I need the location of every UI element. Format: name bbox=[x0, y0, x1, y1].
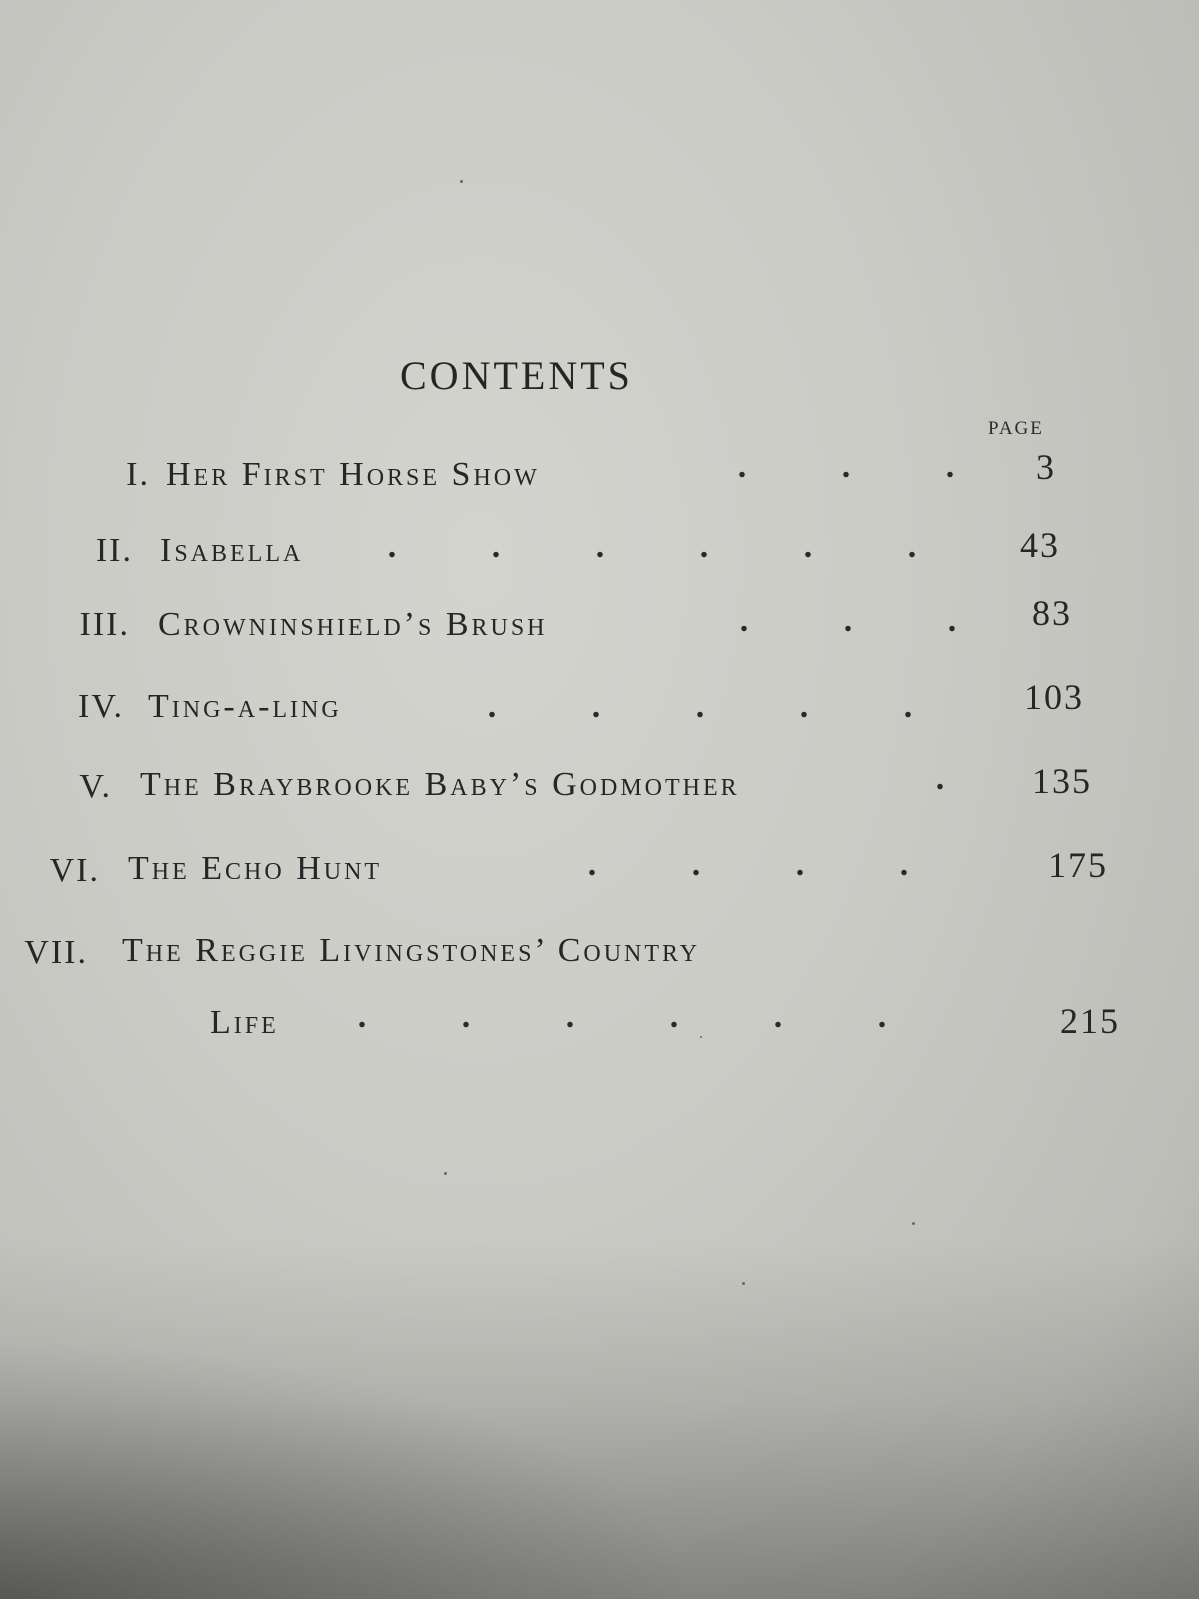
chapter-page: 43 bbox=[1020, 525, 1060, 565]
toc-entry bbox=[0, 677, 1199, 748]
chapter-title: Isabella bbox=[160, 532, 304, 569]
dot-leaders: . . . bbox=[737, 448, 955, 485]
dot-leaders: . . . . . bbox=[487, 688, 913, 725]
chapter-page: 135 bbox=[1032, 761, 1092, 801]
chapter-page: 3 bbox=[1036, 447, 1056, 487]
dot-leaders: . . . . . . bbox=[387, 528, 917, 565]
chapter-title: The Reggie Livingstones’ Country bbox=[122, 932, 701, 969]
chapter-title: Her First Horse Show bbox=[166, 456, 540, 493]
chapter-numeral: II. bbox=[95, 532, 133, 569]
toc-entry bbox=[0, 932, 1199, 992]
paper-speck bbox=[700, 1036, 702, 1038]
corner-shadow bbox=[0, 1339, 700, 1599]
dot-leaders: . . . . bbox=[587, 846, 909, 883]
dot-leaders: . . . . . . bbox=[357, 998, 887, 1035]
paper-speck bbox=[742, 1282, 745, 1285]
paper-speck bbox=[444, 1172, 447, 1175]
chapter-title: The Echo Hunt bbox=[128, 850, 383, 887]
chapter-title: Ting-a-ling bbox=[148, 688, 342, 725]
toc-entry bbox=[0, 447, 1199, 512]
chapter-page: 175 bbox=[1048, 845, 1108, 885]
page-column-label: PAGE bbox=[988, 418, 1044, 439]
dot-leaders: . . . bbox=[739, 602, 957, 639]
toc-entry-continuation bbox=[0, 998, 1199, 1064]
chapter-numeral: IV. bbox=[78, 688, 124, 725]
chapter-numeral: VI. bbox=[49, 852, 100, 889]
chapter-numeral: III. bbox=[79, 606, 130, 643]
chapter-page: 83 bbox=[1032, 593, 1072, 633]
toc-entry bbox=[0, 593, 1199, 666]
chapter-page: 103 bbox=[1024, 677, 1084, 717]
page-shadow bbox=[0, 1239, 1199, 1599]
toc-entry bbox=[0, 760, 1199, 826]
chapter-numeral: V. bbox=[79, 768, 112, 805]
chapter-title-continuation: Life bbox=[210, 1004, 279, 1041]
chapter-title: Crowninshield’s Brush bbox=[158, 606, 548, 643]
chapter-title: The Braybrooke Baby’s Godmother bbox=[140, 766, 740, 803]
chapter-numeral: I. bbox=[126, 456, 150, 493]
chapter-page: 215 bbox=[1060, 1001, 1120, 1041]
paper-speck bbox=[912, 1222, 915, 1225]
contents-heading: CONTENTS bbox=[400, 353, 633, 398]
dot-leaders: . bbox=[935, 760, 945, 797]
paper-speck bbox=[460, 180, 463, 183]
chapter-numeral: VII. bbox=[24, 934, 88, 971]
toc-entry bbox=[0, 525, 1199, 592]
toc-entry bbox=[0, 845, 1199, 910]
